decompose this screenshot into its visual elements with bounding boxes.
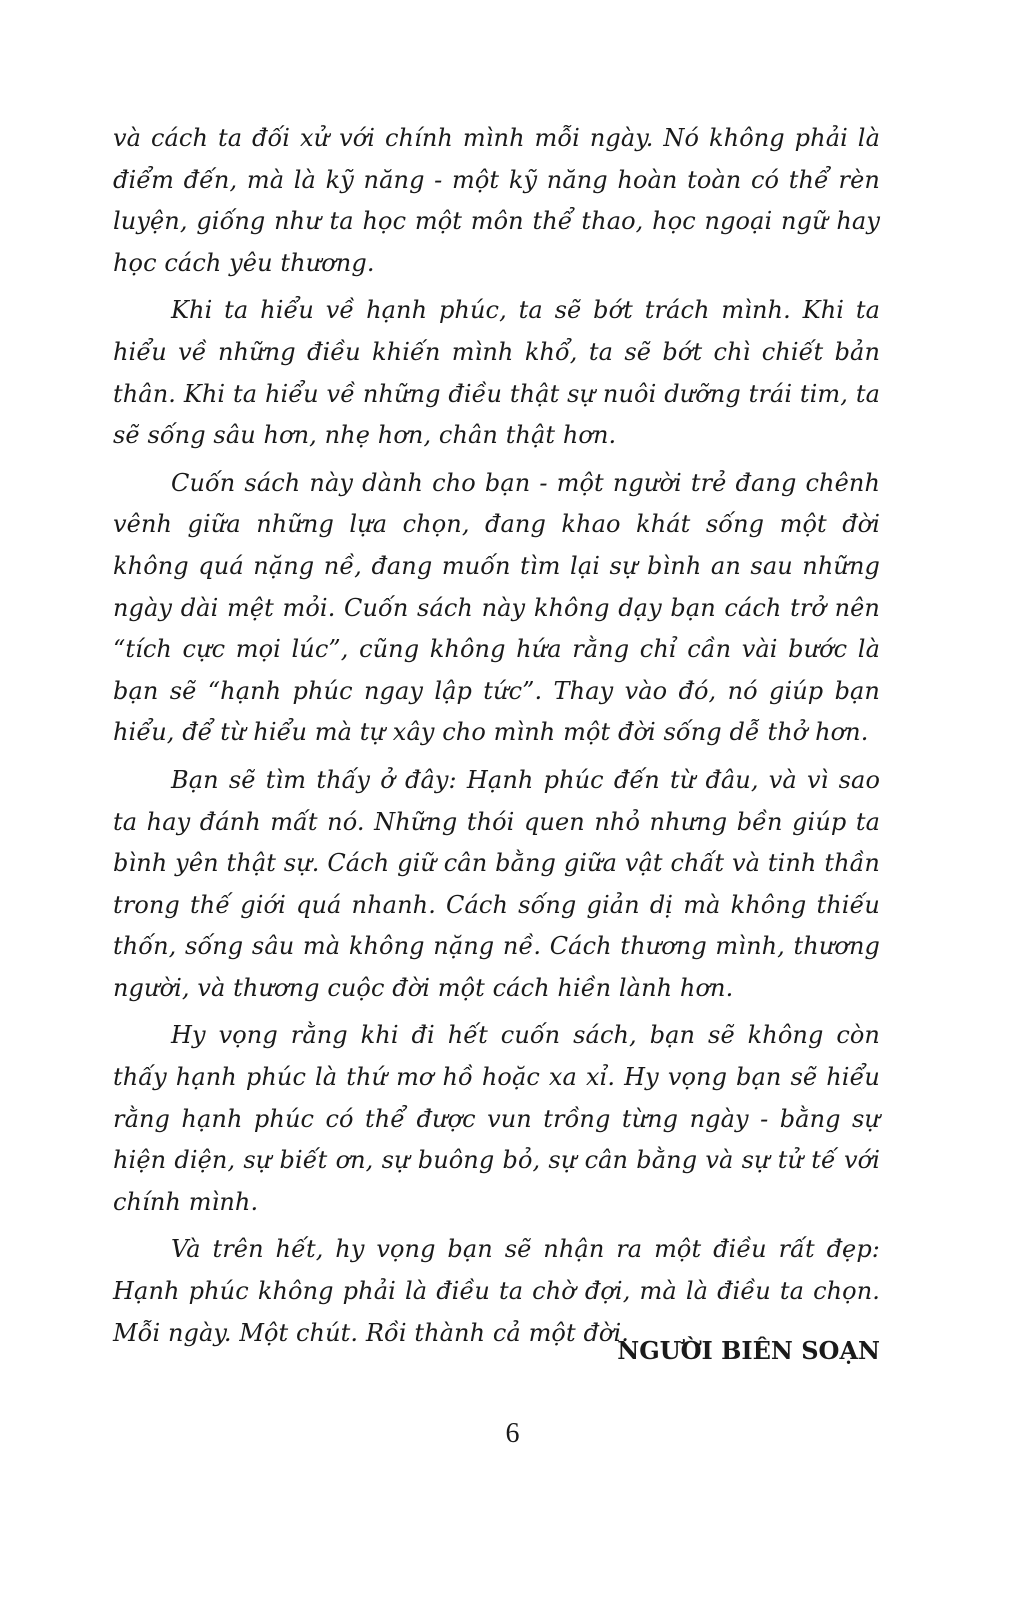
- paragraph-4: Bạn sẽ tìm thấy ở đây: Hạnh phúc đến từ đâu, và vì sao ta hay đánh mất nó. Những thói quen nhỏ nhưng bền giúp ta bình yên thật sự. Cách giữ cân bằng giữa vật chất và tinh thần trong thế giới quá nhanh. Cách sống giản dị mà không thiếu thốn, sống sâu mà không nặng nề. Cách thương mình, thương người, và thương cuộc đời một cách hiền lành hơn.: [113, 765, 880, 1002]
- page-body: [113, 118, 880, 1360]
- paragraph-2: Khi ta hiểu về hạnh phúc, ta sẽ bớt trách mình. Khi ta hiểu về những điều khiến mình khổ, ta sẽ bớt chì chiết bản thân. Khi ta hiểu về những điều thật sự nuôi dưỡng trái tim, ta sẽ sống sâu hơn, nhẹ hơn, chân thật hơn.: [113, 296, 880, 450]
- page-number: 6: [505, 1418, 520, 1449]
- paragraph-5: Hy vọng rằng khi đi hết cuốn sách, bạn sẽ không còn thấy hạnh phúc là thứ mơ hồ hoặc xa xỉ. Hy vọng bạn sẽ hiểu rằng hạnh phúc có thể được vun trồng từng ngày - bằng sự hiện diện, sự biết ơn, sự buông bỏ, sự cân bằng và sự tử tế với chính mình.: [113, 1021, 880, 1216]
- paragraph-1: và cách ta đối xử với chính mình mỗi ngày. Nó không phải là điểm đến, mà là kỹ năng - một kỹ năng hoàn toàn có thể rèn luyện, giống như ta học một môn thể thao, học ngoại ngữ hay học cách yêu thương.: [113, 124, 880, 277]
- paragraph-6: Và trên hết, hy vọng bạn sẽ nhận ra một điều rất đẹp: Hạnh phúc không phải là điều ta chờ đợi, mà là điều ta chọn. Mỗi ngày. Một chút. Rồi thành cả một đời.: [113, 1235, 880, 1347]
- paragraph-3: Cuốn sách này dành cho bạn - một người trẻ đang chênh vênh giữa những lựa chọn, đang khao khát sống một đời không quá nặng nề, đang muốn tìm lại sự bình an sau những ngày dài mệt mỏi. Cuốn sách này không dạy bạn cách trở nên “tích cực mọi lúc”, cũng không hứa rằng chỉ cần vài bước là bạn sẽ “hạnh phúc ngay lập tức”. Thay vào đó, nó giúp bạn hiểu, để từ hiểu mà tự xây cho mình một đời sống dễ thở hơn.: [113, 468, 880, 747]
- author-signature: NGƯỜI BIÊN SOẠN: [617, 1336, 880, 1365]
